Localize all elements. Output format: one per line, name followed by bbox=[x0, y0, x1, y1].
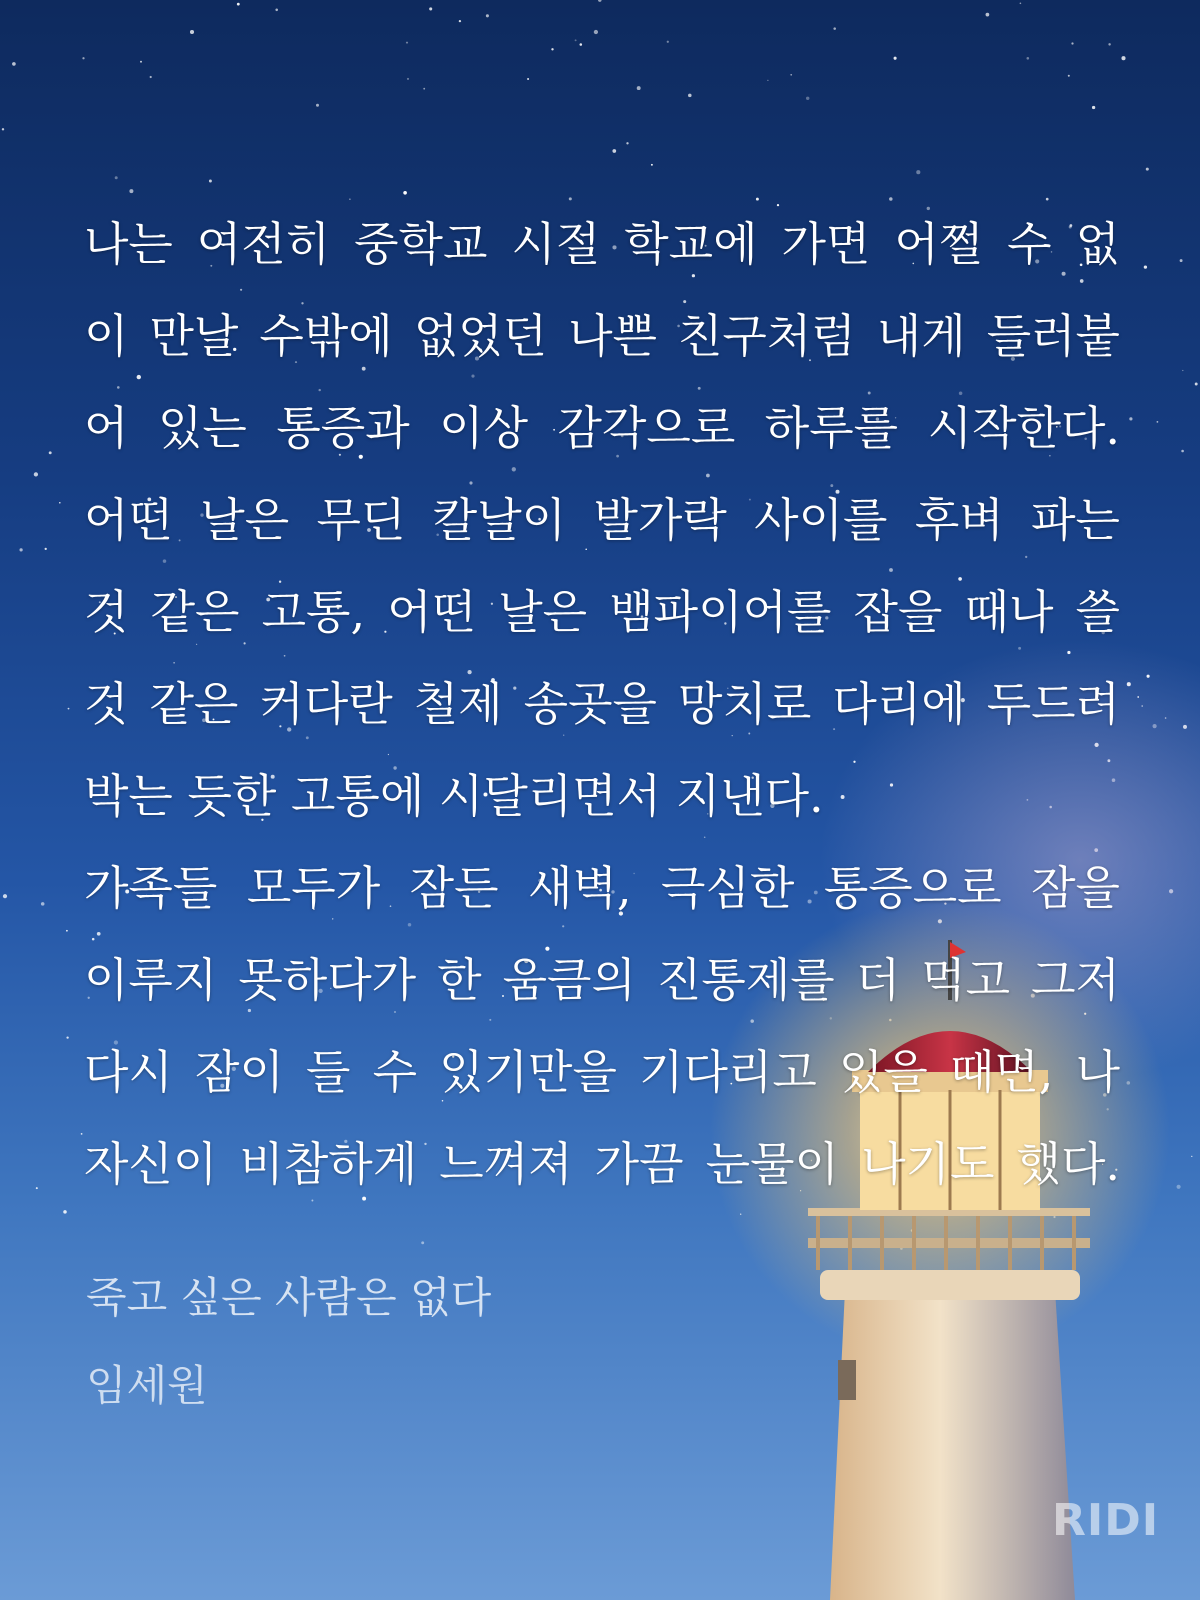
quote-line: 자신이 비참하게 느껴져 가끔 눈물이 나기도 했다. bbox=[84, 1137, 1120, 1191]
quote-line: 가족들 모두가 잠든 새벽, 극심한 통증으로 잠을 bbox=[84, 861, 1120, 915]
book-title: 죽고 싶은 사람은 없다 bbox=[86, 1273, 492, 1322]
quote-line: 박는 듯한 고통에 시달리면서 지낸다. bbox=[84, 769, 824, 823]
quote-line: 다시 잠이 들 수 있기만을 기다리고 있을 때면, 나 bbox=[84, 1045, 1120, 1099]
ridi-logo: RIDI bbox=[1052, 1495, 1160, 1546]
quote-line: 이 만날 수밖에 없었던 나쁜 친구처럼 내게 들러붙 bbox=[84, 309, 1120, 363]
quote-line: 이루지 못하다가 한 움큼의 진통제를 더 먹고 그저 bbox=[84, 953, 1120, 1007]
quote-line: 나는 여전히 중학교 시절 학교에 가면 어쩔 수 없 bbox=[84, 217, 1120, 271]
quote-line: 것 같은 고통, 어떤 날은 뱀파이어를 잡을 때나 쓸 bbox=[84, 585, 1120, 639]
quote-line: 것 같은 커다란 철제 송곳을 망치로 다리에 두드려 bbox=[84, 677, 1120, 731]
quote-line: 어떤 날은 무딘 칼날이 발가락 사이를 후벼 파는 bbox=[84, 493, 1120, 547]
quote-line: 어 있는 통증과 이상 감각으로 하루를 시작한다. bbox=[84, 401, 1120, 455]
author-name: 임세원 bbox=[86, 1361, 208, 1410]
quote-text bbox=[84, 198, 1120, 1210]
